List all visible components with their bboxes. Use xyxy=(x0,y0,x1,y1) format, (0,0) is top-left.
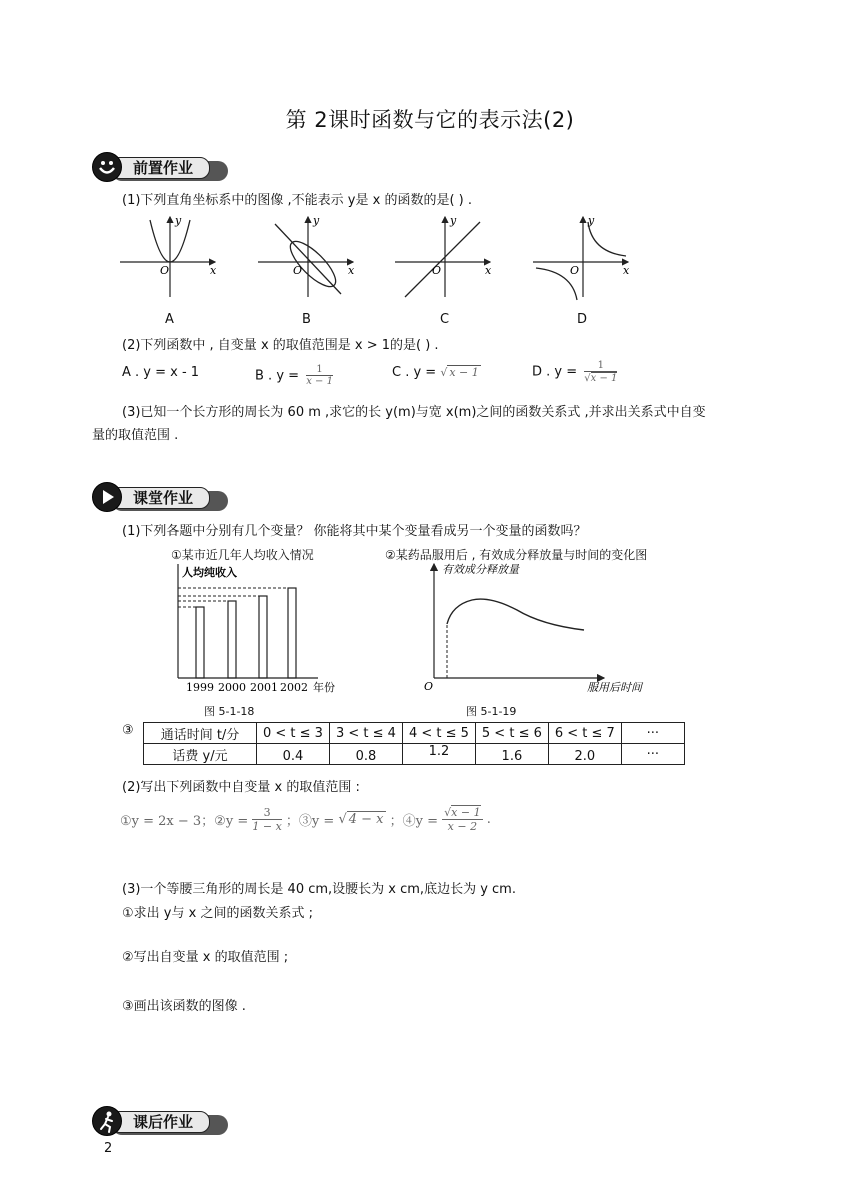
chart1-bar-2000 xyxy=(228,601,236,678)
chart1-income xyxy=(170,562,345,694)
fee-table xyxy=(143,722,685,765)
class-question-3b: ②写出自变量 x 的取值范围 ; xyxy=(122,950,289,965)
option-c: C . y = √ x − 1 xyxy=(392,365,479,380)
table-cell: 0.8 xyxy=(329,744,402,765)
graph-d-x: x xyxy=(623,264,630,277)
graph-c-x: x xyxy=(485,264,492,277)
graph-c xyxy=(395,214,492,297)
class-q2-functions: ①y = 2x − 3；②y = $\frac{3}{1 - x}$ ；③y = √ 4 − x ；④y = $\frac{√x - 1}{x - 2}$ . xyxy=(120,805,491,833)
graph-b-y: y xyxy=(313,214,320,227)
class-question-2: (2)写出下列函数中自变量 x 的取值范围 : xyxy=(122,780,360,795)
graph-b xyxy=(258,214,355,297)
option-d: D . y = $\frac{1}{√x - 1}$ xyxy=(532,360,618,384)
option-a: A . y = x - 1 xyxy=(122,365,200,380)
section-title-after: 课后作业 xyxy=(110,1111,210,1133)
section-title-pre: 前置作业 xyxy=(110,157,210,179)
class-question-3c: ③画出该函数的图像 . xyxy=(122,999,246,1014)
graph-b-x: x xyxy=(348,264,355,277)
graph-label-c: C xyxy=(440,312,450,327)
section-banner-class xyxy=(92,482,232,512)
chart1-bar-2002 xyxy=(288,588,296,678)
chart1-ylabel: 人均纯收入 xyxy=(182,566,237,579)
table-marker: ③ xyxy=(122,723,134,738)
page-title: 第 2课时函数与它的表示法(2) xyxy=(285,108,575,132)
graph-d xyxy=(533,214,630,300)
graph-a-x: x xyxy=(210,264,217,277)
graph-a-origin: O xyxy=(160,264,170,277)
chart1-tick-2001: 2001 xyxy=(250,681,278,694)
table-cell: 4 < t ≤ 5 xyxy=(402,723,475,744)
chart2-release xyxy=(422,560,672,696)
figure-label-2: 图 5-1-19 xyxy=(466,705,517,718)
graph-a-y: y xyxy=(175,214,182,227)
pre-question-3-line2: 量的取值范围 . xyxy=(92,428,179,443)
chart2-ylabel: 有效成分释放量 xyxy=(442,563,519,576)
graph-c-y: y xyxy=(450,214,457,227)
pre-question-2: (2)下列函数中 , 自变量 x 的取值范围是 x > 1的是( ) . xyxy=(122,338,439,353)
table-cell: 2.0 xyxy=(548,744,621,765)
pre-question-1: (1)下列直角坐标系中的图像 ,不能表示 y是 x 的函数的是( ) . xyxy=(122,193,473,208)
table-cell: ··· xyxy=(621,744,684,765)
graph-b-origin: O xyxy=(293,264,303,277)
chart2-caption: ②某药品服用后 , 有效成分释放量与时间的变化图 xyxy=(385,548,648,562)
table-cell: ··· xyxy=(621,723,684,744)
graph-d-origin: O xyxy=(570,264,580,277)
graph-a xyxy=(120,214,217,297)
graph-c-origin: O xyxy=(432,264,442,277)
chart2-origin: O xyxy=(424,680,434,693)
table-cell: 0.4 xyxy=(257,744,330,765)
figure-label-1: 图 5-1-18 xyxy=(204,705,255,718)
chart2-xlabel: 服用后时间 xyxy=(587,681,642,694)
page-number: 2 xyxy=(104,1141,113,1156)
class-question-3a: ①求出 y与 x 之间的函数关系式 ; xyxy=(122,906,313,921)
chart1-tick-2002: 2002 xyxy=(280,681,308,694)
runner-icon xyxy=(92,1106,122,1136)
chart1-bar-1999 xyxy=(196,607,204,678)
play-icon xyxy=(92,482,122,512)
smile-icon xyxy=(92,152,122,182)
pre-graphs xyxy=(115,212,645,307)
graph-label-d: D xyxy=(577,312,588,327)
table-cell: 1.2 xyxy=(402,744,475,765)
table-cell: 5 < t ≤ 6 xyxy=(475,723,548,744)
class-question-3: (3)一个等腰三角形的周长是 40 cm,设腰长为 x cm,底边长为 y cm. xyxy=(122,882,516,897)
table-cell: 6 < t ≤ 7 xyxy=(548,723,621,744)
chart2-curve xyxy=(447,599,584,630)
table-cell: 通话时间 t/分 xyxy=(144,723,257,744)
graph-label-a: A xyxy=(165,312,174,327)
chart1-caption: ①某市近几年人均收入情况 xyxy=(171,548,314,562)
table-cell: 1.6 xyxy=(475,744,548,765)
table-row xyxy=(144,723,685,744)
table-row xyxy=(144,744,685,765)
chart1-xunit: 年份 xyxy=(313,681,335,694)
pre-question-3-line1: (3)已知一个长方形的周长为 60 m ,求它的长 y(m)与宽 x(m)之间的函数关系式 ,并求出关系式中自变 xyxy=(122,405,706,420)
table-cell: 0 < t ≤ 3 xyxy=(257,723,330,744)
graph-label-b: B xyxy=(302,312,311,327)
chart1-bar-2001 xyxy=(259,596,267,678)
section-banner-after xyxy=(92,1106,232,1136)
chart1-tick-2000: 2000 xyxy=(218,681,246,694)
class-question-1: (1)下列各题中分别有几个变量？ 你能将其中某个变量看成另一个变量的函数吗？ xyxy=(122,524,587,539)
table-cell: 3 < t ≤ 4 xyxy=(329,723,402,744)
graph-d-y: y xyxy=(588,214,595,227)
section-title-class: 课堂作业 xyxy=(110,487,210,509)
section-banner-pre xyxy=(92,152,232,182)
option-b: B . y = $\frac{1}{x - 1}$ xyxy=(255,364,333,387)
table-cell: 话费 y/元 xyxy=(144,744,257,765)
chart1-tick-1999: 1999 xyxy=(186,681,214,694)
